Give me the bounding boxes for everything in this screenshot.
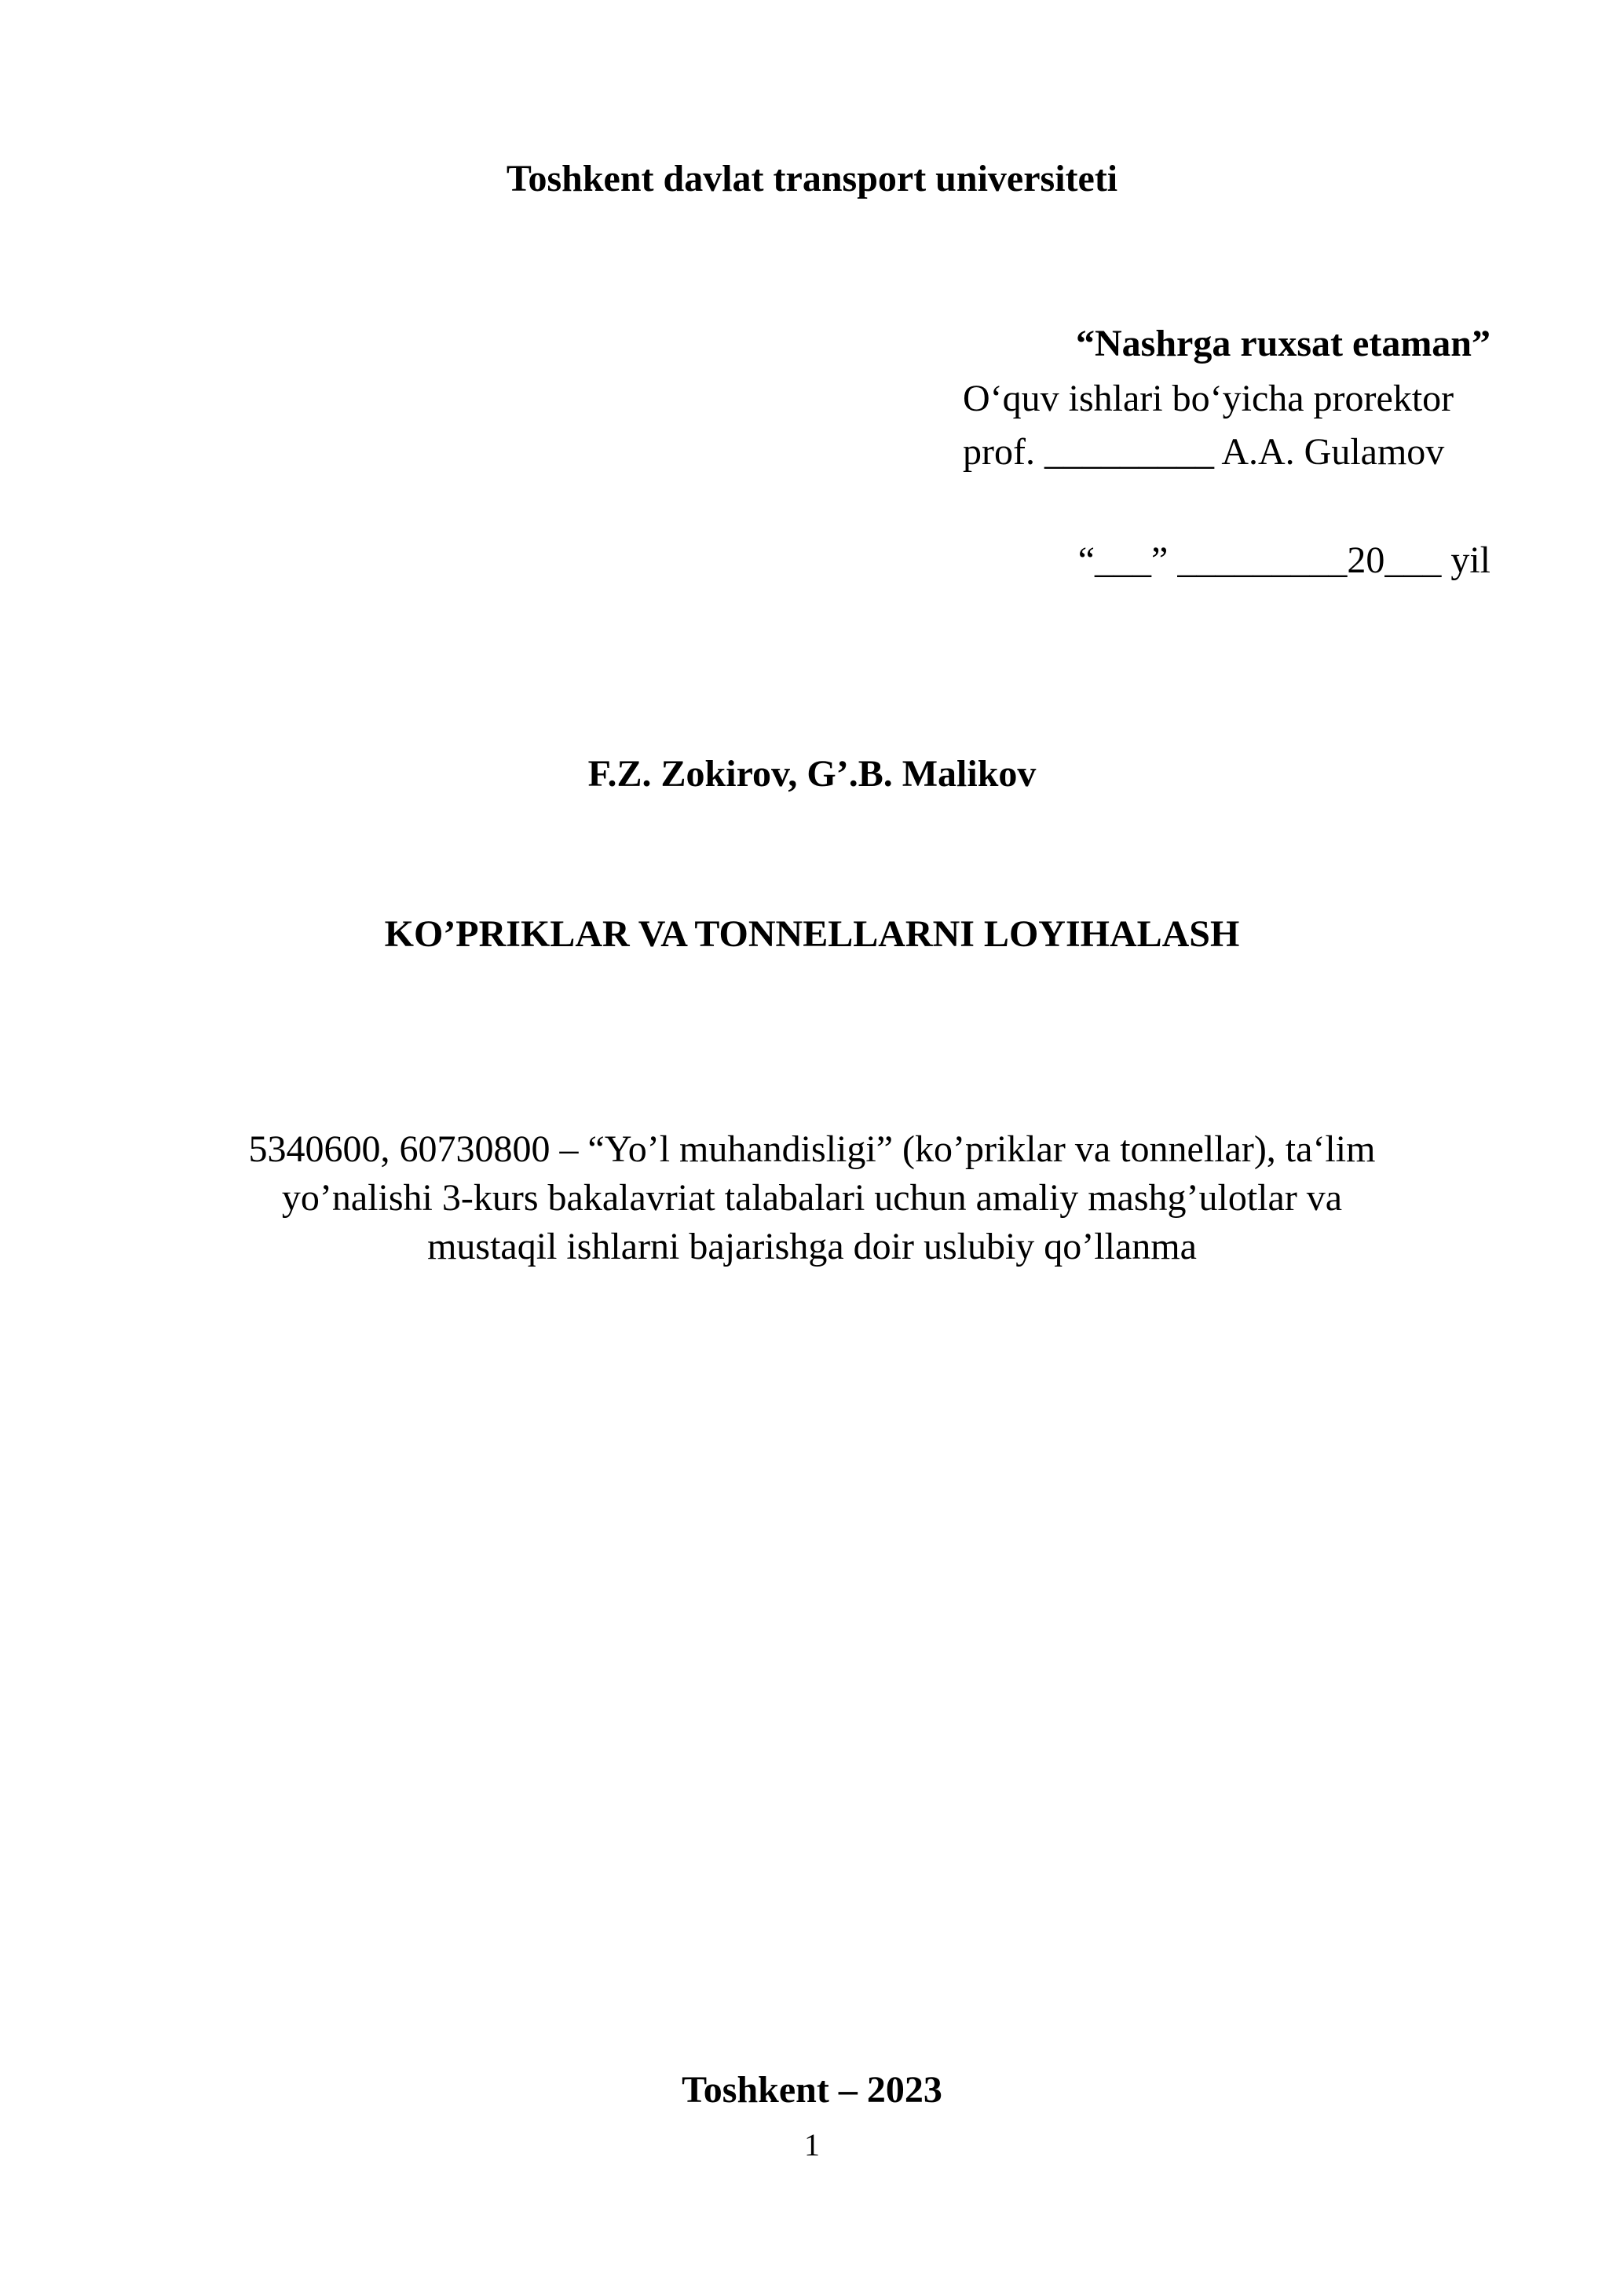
approval-signatory: prof. _________ A.A. Gulamov [963,431,1445,473]
authors: F.Z. Zokirov, G’.B. Malikov [587,753,1037,795]
description-line: yo’nalishi 3-kurs bakalavriat talabalari uchun amaliy mashg’ulotlar va [281,1177,1343,1219]
approval-position: O‘quv ishlari bo‘yicha prorektor [963,378,1454,419]
institution-name: Toshkent davlat transport universiteti [506,158,1118,199]
approval-heading: “Nashrga ruxsat etaman” [1076,323,1490,364]
description-line: 5340600, 60730800 – “Yo’l muhandisligi” (ko’priklar va tonnellar), ta‘lim [248,1128,1376,1170]
page-number: 1 [804,2127,820,2163]
document-title: KO’PRIKLAR VA TONNELLARNI LOYIHALASH [384,913,1240,955]
place-year: Toshkent – 2023 [682,2069,942,2111]
approval-date-line: “___” _________20___ yil [1077,539,1490,581]
description-line: mustaqil ishlarni bajarishga doir uslubiy qo’llanma [427,1226,1197,1267]
